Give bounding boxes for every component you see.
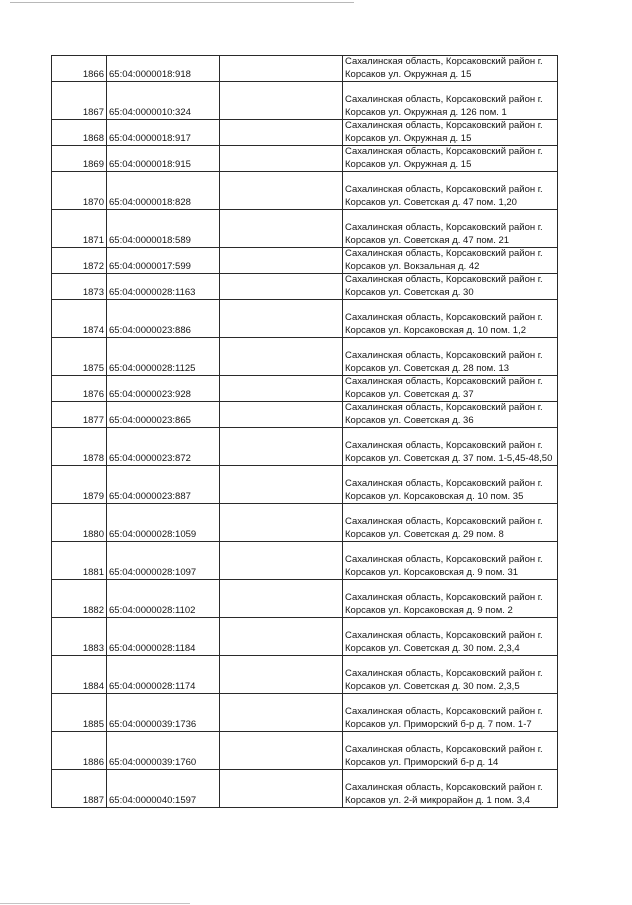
cadastral-number: 65:04:0000023:887 [107,466,220,504]
table-row [52,210,558,248]
table-row [52,618,558,656]
row-number: 1874 [52,300,107,338]
table-row [52,656,558,694]
row-number: 1867 [52,82,107,120]
row-number: 1875 [52,338,107,376]
address-line-1: Сахалинская область, Корсаковский район г. [345,222,543,233]
cadastral-number: 65:04:0000028:1102 [107,580,220,618]
table-row [52,466,558,504]
empty-cell [220,402,343,428]
empty-cell [220,618,343,656]
address-line-2: Корсаков ул. Советская д. 47 пом. 1,20 [345,196,517,208]
cadastral-number: 65:04:0000018:589 [107,210,220,248]
table-row [52,376,558,402]
address-line-2: Корсаков ул. Окружная д. 15 [345,158,472,170]
address-line-2: Корсаков ул. Окружная д. 15 [345,132,472,144]
empty-cell [220,300,343,338]
address-line-2: Корсаков ул. Корсаковская д. 10 пом. 1,2 [345,324,527,336]
address-line-2: Корсаков ул. Советская д. 37 [345,388,474,400]
table-row [52,694,558,732]
bottom-scan-line [0,903,190,904]
row-number: 1868 [52,120,107,146]
empty-cell [220,210,343,248]
address-line-2: Корсаков ул. Приморский б-р д. 14 [345,756,499,768]
address-line-2: Корсаков ул. 2-й микрорайон д. 1 пом. 3,4 [345,794,530,806]
address-cell [343,338,558,376]
row-number: 1879 [52,466,107,504]
address-cell [343,210,558,248]
empty-cell [220,274,343,300]
address-cell [343,82,558,120]
empty-cell [220,428,343,466]
address-cell [343,656,558,694]
address-cell [343,146,558,172]
empty-cell [220,56,343,82]
empty-cell [220,120,343,146]
address-line-1: Сахалинская область, Корсаковский район г. [345,706,543,717]
address-line-2: Корсаков ул. Окружная д. 126 пом. 1 [345,106,507,118]
address-line-2: Корсаков ул. Корсаковская д. 10 пом. 35 [345,490,524,502]
row-number: 1877 [52,402,107,428]
cadastral-number: 65:04:0000023:928 [107,376,220,402]
cadastral-number: 65:04:0000010:324 [107,82,220,120]
address-line-1: Сахалинская область, Корсаковский район г. [345,312,543,323]
address-line-1: Сахалинская область, Корсаковский район г. [345,274,543,285]
address-line-2: Корсаков ул. Приморский б-р д. 7 пом. 1-7 [345,718,532,730]
address-cell [343,376,558,402]
address-cell [343,694,558,732]
cadastral-number: 65:04:0000039:1760 [107,732,220,770]
table-row [52,146,558,172]
address-cell [343,402,558,428]
address-cell [343,428,558,466]
empty-cell [220,770,343,808]
address-line-1: Сахалинская область, Корсаковский район г. [345,478,543,489]
address-line-2: Корсаков ул. Корсаковская д. 9 пом. 31 [345,566,519,578]
empty-cell [220,694,343,732]
top-scan-line [10,2,354,3]
address-cell [343,618,558,656]
address-cell [343,732,558,770]
address-cell [343,274,558,300]
cadastral-number: 65:04:0000028:1125 [107,338,220,376]
row-number: 1882 [52,580,107,618]
row-number: 1870 [52,172,107,210]
row-number: 1887 [52,770,107,808]
row-number: 1881 [52,542,107,580]
empty-cell [220,338,343,376]
address-line-1: Сахалинская область, Корсаковский район г. [345,146,543,157]
empty-cell [220,82,343,120]
address-line-1: Сахалинская область, Корсаковский район г. [345,744,543,755]
table-row [52,82,558,120]
address-line-2: Корсаков ул. Вокзальная д. 42 [345,260,480,272]
address-cell [343,770,558,808]
empty-cell [220,656,343,694]
cadastral-number: 65:04:0000018:918 [107,56,220,82]
row-number: 1876 [52,376,107,402]
address-cell [343,504,558,542]
address-line-2: Корсаков ул. Советская д. 37 пом. 1-5,45-48,50 [345,452,553,464]
address-line-2: Корсаков ул. Корсаковская д. 9 пом. 2 [345,604,513,616]
empty-cell [220,580,343,618]
address-line-1: Сахалинская область, Корсаковский район г. [345,782,543,793]
table-row [52,248,558,274]
table-row [52,172,558,210]
address-line-1: Сахалинская область, Корсаковский район г. [345,376,543,387]
empty-cell [220,248,343,274]
address-line-1: Сахалинская область, Корсаковский район г. [345,56,543,67]
row-number: 1871 [52,210,107,248]
table-row [52,732,558,770]
address-line-1: Сахалинская область, Корсаковский район г. [345,120,543,131]
empty-cell [220,376,343,402]
cadastral-number: 65:04:0000023:865 [107,402,220,428]
row-number: 1878 [52,428,107,466]
cadastral-number: 65:04:0000028:1097 [107,542,220,580]
table-row [52,428,558,466]
address-cell [343,248,558,274]
cadastral-number: 65:04:0000028:1184 [107,618,220,656]
cadastral-number: 65:04:0000023:886 [107,300,220,338]
cadastral-number: 65:04:0000018:915 [107,146,220,172]
empty-cell [220,732,343,770]
table-row [52,56,558,82]
address-cell [343,172,558,210]
empty-cell [220,466,343,504]
row-number: 1866 [52,56,107,82]
table-row [52,402,558,428]
address-line-2: Корсаков ул. Советская д. 47 пом. 21 [345,234,510,246]
table-row [52,274,558,300]
address-line-1: Сахалинская область, Корсаковский район г. [345,350,543,361]
address-line-1: Сахалинская область, Корсаковский район г. [345,630,543,641]
address-cell [343,542,558,580]
cadastral-number: 65:04:0000028:1059 [107,504,220,542]
cadastral-number: 65:04:0000018:917 [107,120,220,146]
address-line-1: Сахалинская область, Корсаковский район г. [345,248,543,259]
address-line-2: Корсаков ул. Советская д. 30 [345,286,474,298]
cadastral-number: 65:04:0000017:599 [107,248,220,274]
table-row [52,300,558,338]
empty-cell [220,172,343,210]
address-cell [343,56,558,82]
table-row [52,580,558,618]
table-row [52,338,558,376]
table-row [52,542,558,580]
address-cell [343,580,558,618]
address-line-1: Сахалинская область, Корсаковский район г. [345,94,543,105]
row-number: 1884 [52,656,107,694]
address-line-1: Сахалинская область, Корсаковский район г. [345,554,543,565]
row-number: 1885 [52,694,107,732]
address-line-1: Сахалинская область, Корсаковский район г. [345,516,543,527]
cadastral-number: 65:04:0000028:1174 [107,656,220,694]
address-cell [343,300,558,338]
property-registry-table [51,55,558,808]
address-line-1: Сахалинская область, Корсаковский район г. [345,668,543,679]
table-row [52,120,558,146]
address-line-2: Корсаков ул. Окружная д. 15 [345,68,472,80]
row-number: 1873 [52,274,107,300]
address-line-2: Корсаков ул. Советская д. 30 пом. 2,3,5 [345,680,520,692]
address-line-2: Корсаков ул. Советская д. 29 пом. 8 [345,528,504,540]
cadastral-number: 65:04:0000023:872 [107,428,220,466]
address-cell [343,466,558,504]
cadastral-number: 65:04:0000039:1736 [107,694,220,732]
empty-cell [220,504,343,542]
address-line-2: Корсаков ул. Советская д. 36 [345,414,474,426]
row-number: 1883 [52,618,107,656]
address-line-1: Сахалинская область, Корсаковский район г. [345,184,543,195]
address-line-1: Сахалинская область, Корсаковский район г. [345,592,543,603]
address-cell [343,120,558,146]
row-number: 1880 [52,504,107,542]
address-line-1: Сахалинская область, Корсаковский район г. [345,402,543,413]
cadastral-number: 65:04:0000040:1597 [107,770,220,808]
empty-cell [220,542,343,580]
table-row [52,504,558,542]
address-line-2: Корсаков ул. Советская д. 28 пом. 13 [345,362,510,374]
cadastral-number: 65:04:0000028:1163 [107,274,220,300]
cadastral-number: 65:04:0000018:828 [107,172,220,210]
table-row [52,770,558,808]
empty-cell [220,146,343,172]
row-number: 1886 [52,732,107,770]
address-line-1: Сахалинская область, Корсаковский район г. [345,440,543,451]
address-line-2: Корсаков ул. Советская д. 30 пом. 2,3,4 [345,642,520,654]
row-number: 1872 [52,248,107,274]
row-number: 1869 [52,146,107,172]
